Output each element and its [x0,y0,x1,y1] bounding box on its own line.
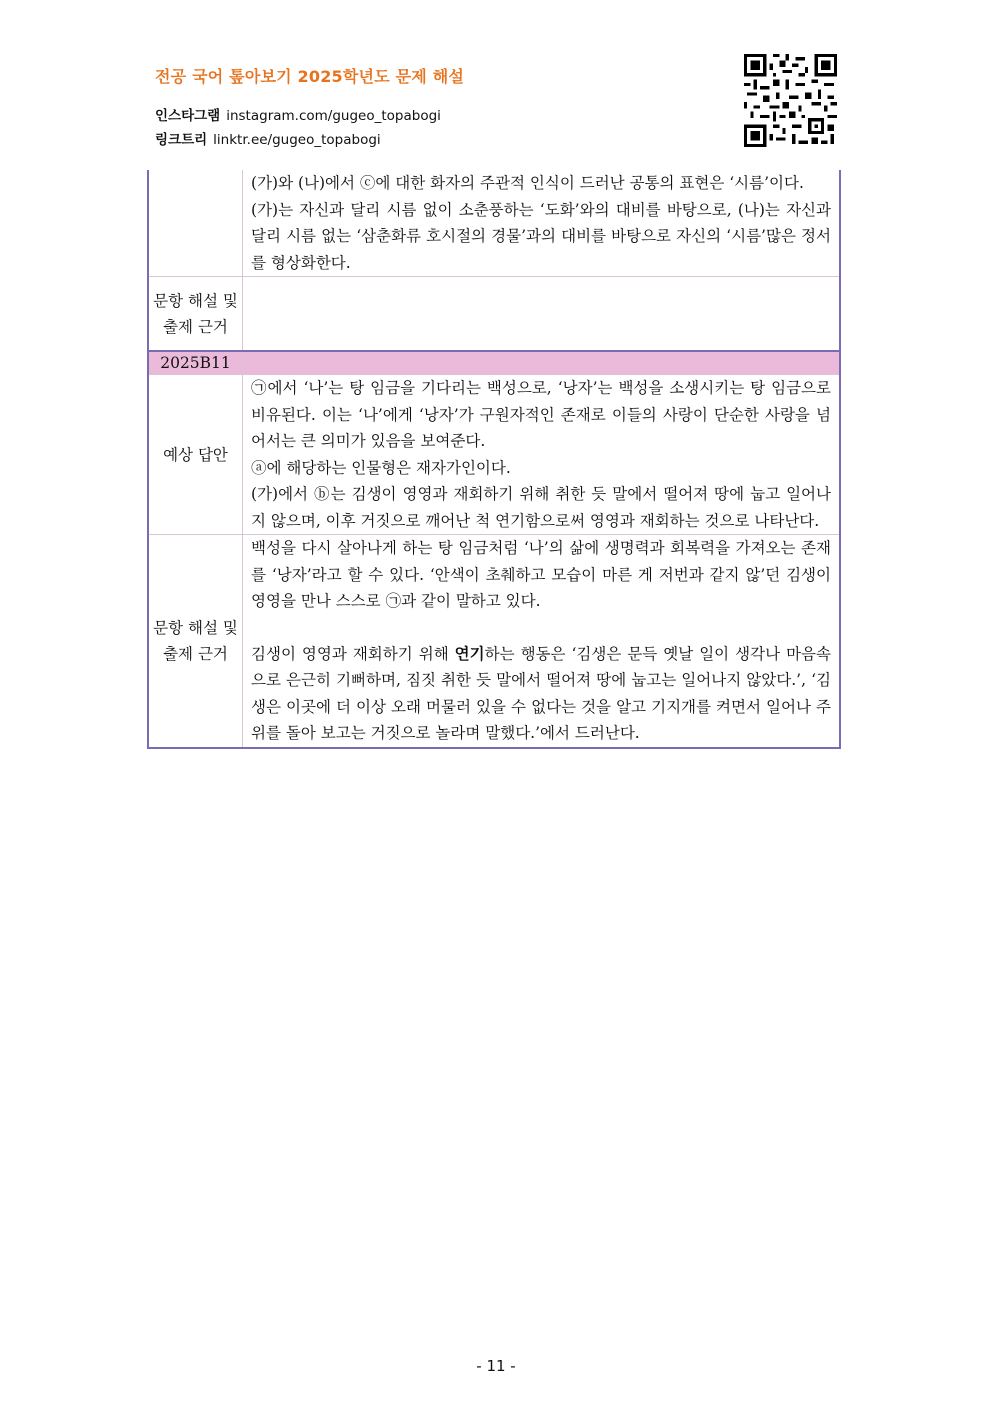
qr-code-icon[interactable] [744,54,837,147]
instagram-line [155,104,441,124]
row-label-empty [148,170,243,277]
explanation-text [243,535,841,748]
text-line: (가)에서 ⓑ는 김생이 영영과 재회하기 위해 취한 듯 말에서 떨어져 땅에 눕고 일어나지 않으며, 이후 거짓으로 깨어난 척 연기함으로써 영영과 재회하는 것으로 나타난다. [251,485,831,530]
explanation-text-empty [243,277,841,352]
table-row [148,170,840,277]
text-line: 백성을 다시 살아나게 하는 탕 임금처럼 ‘나’의 삶에 생명력과 회복력을 가져오는 존재를 ‘낭자’라고 할 수 있다. ‘안색이 초췌하고 모습이 마른 게 저번과 같지 않’던 김생이 영영을 만나 스스로 ㉠과 같이 말하고 있다. [251,539,831,610]
row-label: 문항 해설 및 출제 근거 [148,535,243,748]
linktree-line [155,128,381,148]
answer-text [243,375,841,535]
text-line: (가)와 (나)에서 ⓒ에 대한 화자의 주관적 인식이 드러난 공통의 표현은 ‘시름’이다. [251,174,804,192]
instagram-url[interactable]: instagram.com/gugeo_topabogi [226,108,441,124]
text-line: ⓐ에 해당하는 인물형은 재자가인이다. [251,458,511,477]
document-title: 전공 국어 톺아보기 2025학년도 문제 해설 [155,67,465,86]
question-code-row [148,351,840,375]
answer-table [147,170,841,749]
text-line: ㉠에서 ‘나’는 탕 임금을 기다리는 백성으로, ‘낭자’는 백성을 소생시키는 탕 임금으로 비유된다. 이는 ‘나’에게 ‘낭자’가 구원자적인 존재로 이들의 사랑이 단순한 사랑을 넘어서는 큰 의미가 있음을 보여준다. [251,379,831,450]
linktree-url[interactable]: linktr.ee/gugeo_topabogi [213,132,381,148]
code-row-blank [243,351,841,375]
bold-term: 연기 [454,643,485,663]
text-span: 하는 행동은 ‘김생은 문득 옛날 일이 생각나 마음속으로 은근히 기뻐하며, 짐짓 취한 듯 말에서 떨어져 땅에 눕고는 일어나지 않았다.’, ‘김생은 이곳에 더 이상 오래 머물러 있을 수 없다는 것을 알고 기지개를 켜면서 일어나 주위를 돌아 보고는 거짓으로 놀라며 말했다.’에서 드러난다. [251,644,831,742]
table-row [148,535,840,748]
page-number: - 11 - [476,1357,516,1375]
row-label: 예상 답안 [148,375,243,535]
text-line [251,641,831,747]
answer-text [243,170,841,277]
text-span: 김생이 영영과 재회하기 위해 [251,644,455,663]
row-label: 문항 해설 및 출제 근거 [148,277,243,352]
text-line: (가)는 자신과 달리 시름 없이 소춘풍하는 ‘도화’와의 대비를 바탕으로, (나)는 자신과 달리 시름 없는 ‘삼춘화류 호시절의 경물’과의 대비를 바탕으로 자신의 ‘시름’많은 정서를 형상화한다. [251,200,831,272]
instagram-label: 인스타그램 [155,108,221,124]
question-code: 2025B11 [148,351,243,375]
linktree-label: 링크트리 [155,132,208,148]
table-row [148,375,840,535]
table-row [148,277,840,352]
blank-line [251,615,831,641]
